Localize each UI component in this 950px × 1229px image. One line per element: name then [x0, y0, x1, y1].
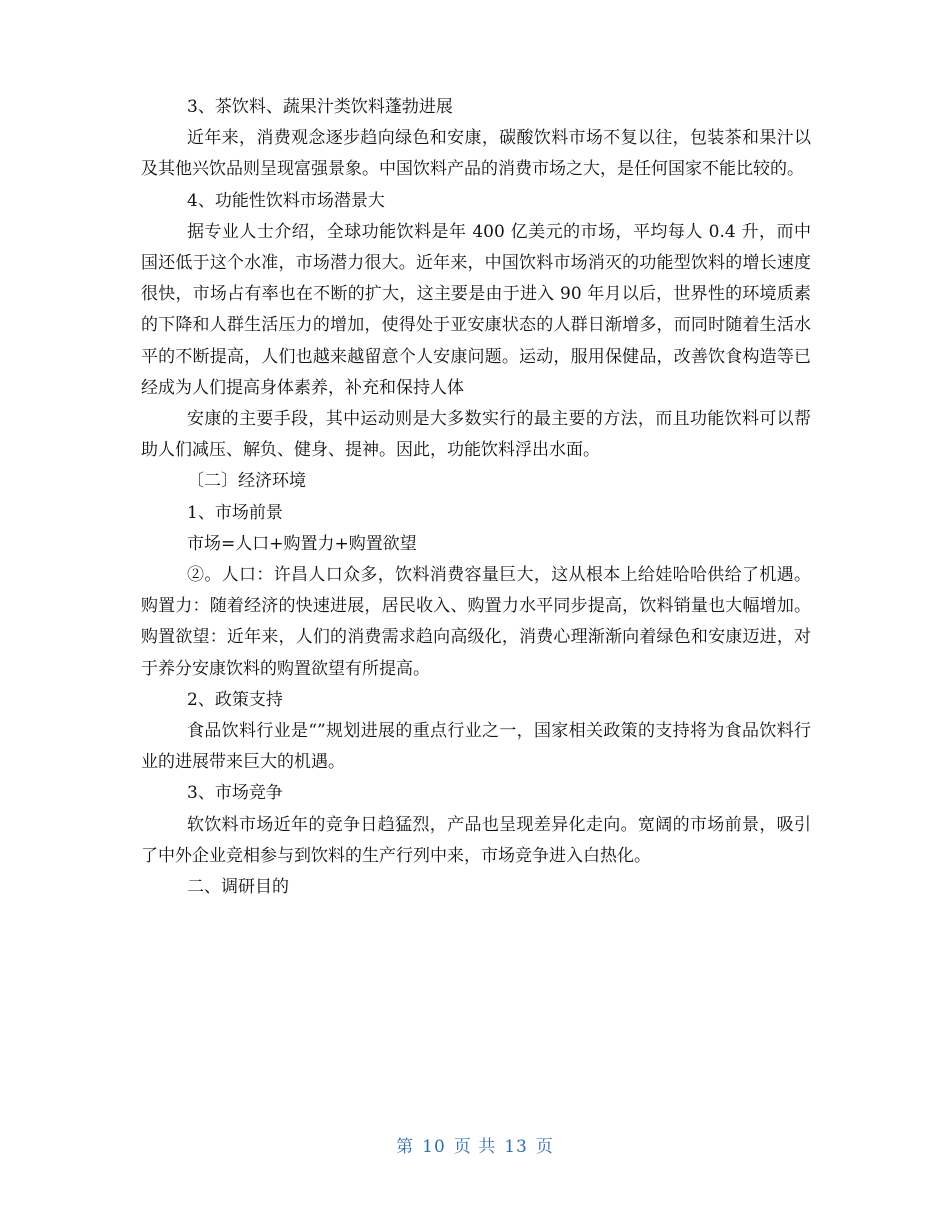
paragraph-tea-juice: 近年来，消费观念逐步趋向绿色和安康，碳酸饮料市场不复以往，包装茶和果汁以及其他兴饮品则呈现富强景象。中国饮料产品的消费市场之大，是任何国家不能比较的。 — [141, 128, 811, 180]
footer-total-pages: 13 — [504, 1137, 528, 1157]
footer-prefix: 第 — [396, 1137, 415, 1157]
document-body — [141, 92, 811, 903]
heading-tea-juice: 3、茶饮料、蔬果汁类饮料蓬勃进展 — [187, 97, 453, 117]
heading-economic-environment: 〔二〕经济环境 — [187, 471, 306, 492]
heading-functional-drinks: 4、功能性饮料市场潜景大 — [187, 190, 385, 211]
footer-middle: 页 共 — [453, 1137, 497, 1157]
page-footer — [0, 1132, 950, 1157]
footer-suffix: 页 — [535, 1137, 554, 1157]
paragraph-market-competition: 软饮料市场近年的竞争日趋猛烈，产品也呈现差异化走向。宽阔的市场前景，吸引了中外企业竞相参与到饮料的生产行列中来，市场竞争进入白热化。 — [141, 814, 811, 866]
heading-policy-support: 2、政策支持 — [187, 689, 283, 710]
paragraph-functional-drinks-2: 安康的主要手段，其中运动则是大多数实行的最主要的方法，而且功能饮料可以帮助人们减压、解负、健身、提神。因此，功能饮料浮出水面。 — [141, 409, 811, 461]
paragraph-market-prospect: ②。人口：许昌人口众多，饮料消费容量巨大，这从根本上给娃哈哈供给了机遇。购置力：随着经济的快速进展，居民收入、购置力水平同步提高，饮料销量也大幅增加。购置欲望：近年来，人们的消费需求趋向高级化，消费心理渐渐向着绿色和安康迈进，对于养分安康饮料的购置欲望有所提高。 — [141, 565, 811, 679]
footer-current-page: 10 — [422, 1137, 446, 1157]
heading-market-competition: 3、市场竞争 — [187, 783, 283, 804]
market-formula: 市场=人口+购置力+购置欲望 — [187, 533, 417, 554]
paragraph-policy-support: 食品饮料行业是“”规划进展的重点行业之一，国家相关政策的支持将为食品饮料行业的进展带来巨大的机遇。 — [141, 721, 811, 773]
heading-market-prospect: 1、市场前景 — [187, 502, 283, 523]
heading-research-purpose: 二、调研目的 — [187, 877, 289, 898]
paragraph-functional-drinks-1: 据专业人士介绍，全球功能饮料是年 400 亿美元的市场，平均每人 0.4 升，而中国还低于这个水准，市场潜力很大。近年来，中国饮料市场消灭的功能型饮料的增长速度很快，市场占有率也在不断的扩大，这主要是由于进入 90 年月以后，世界性的环境质素的下降和人群生活压力的增加，使得处于亚安康状态的人群日渐增多，而同时随着生活水平的不断提高，人们也越来越留意个人安康问题。运动，服用保健品，改善饮食构造等已经成为人们提高身体素养，补充和保持人体 — [141, 221, 811, 398]
